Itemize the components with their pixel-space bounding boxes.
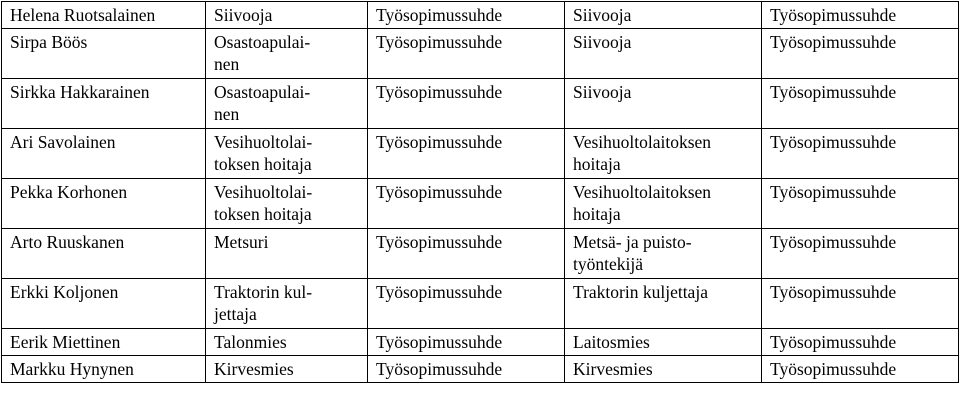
job-title-cell-line: Vesihuoltolai- [214, 182, 313, 202]
new-contract-type-cell: Työsopimussuhde [762, 2, 959, 29]
employee-name-cell: Ari Savolainen [2, 129, 206, 179]
new-job-title-cell [565, 329, 762, 356]
table-row [2, 179, 959, 229]
table-row [2, 329, 959, 356]
employee-name-cell: Helena Ruotsalainen [2, 2, 206, 29]
contract-type-cell: Työsopimussuhde [368, 2, 565, 29]
new-job-title-cell [565, 356, 762, 383]
table-row [2, 29, 959, 79]
new-job-title-cell [565, 229, 762, 279]
job-title-cell-line: toksen hoitaja [214, 154, 312, 174]
new-job-title-cell-line: Traktorin kuljettaja [573, 282, 708, 302]
job-title-cell-line: Osastoapulai- [214, 32, 311, 52]
new-job-title-cell-line: Metsä- ja puisto- [573, 232, 692, 252]
table-row [2, 279, 959, 329]
contract-type-cell: Työsopimussuhde [368, 356, 565, 383]
new-job-title-cell [565, 2, 762, 29]
new-job-title-cell [565, 29, 762, 79]
job-title-cell-line: Talonmies [214, 332, 287, 352]
table-row [2, 229, 959, 279]
table-row [2, 79, 959, 129]
new-job-title-cell-line: Kirvesmies [573, 359, 653, 379]
new-job-title-cell [565, 179, 762, 229]
new-contract-type-cell: Työsopimussuhde [762, 29, 959, 79]
contract-type-cell: Työsopimussuhde [368, 279, 565, 329]
new-job-title-cell [565, 79, 762, 129]
contract-type-cell: Työsopimussuhde [368, 329, 565, 356]
job-title-cell-line: Siivooja [214, 5, 273, 25]
job-title-cell-line: Osastoapulai- [214, 82, 311, 102]
job-title-cell-line: toksen hoitaja [214, 204, 312, 224]
job-title-cell [206, 279, 368, 329]
employee-table [1, 1, 959, 383]
job-title-cell [206, 329, 368, 356]
job-title-cell-line: nen [214, 54, 240, 74]
contract-type-cell: Työsopimussuhde [368, 79, 565, 129]
new-job-title-cell-line: Vesihuoltolaitoksen [573, 132, 712, 152]
job-title-cell-line: nen [214, 104, 240, 124]
employee-name-cell: Arto Ruuskanen [2, 229, 206, 279]
employee-name-cell: Markku Hynynen [2, 356, 206, 383]
table-row [2, 129, 959, 179]
new-job-title-cell-line: työntekijä [573, 254, 643, 274]
new-contract-type-cell: Työsopimussuhde [762, 179, 959, 229]
new-job-title-cell-line: Siivooja [573, 32, 632, 52]
new-contract-type-cell: Työsopimussuhde [762, 229, 959, 279]
job-title-cell-line: Traktorin kul- [214, 282, 313, 302]
job-title-cell-line: jettaja [214, 304, 257, 324]
new-contract-type-cell: Työsopimussuhde [762, 329, 959, 356]
new-job-title-cell-line: Siivooja [573, 5, 632, 25]
employee-name-cell: Sirpa Böös [2, 29, 206, 79]
contract-type-cell: Työsopimussuhde [368, 129, 565, 179]
new-job-title-cell-line: Siivooja [573, 82, 632, 102]
job-title-cell-line: Vesihuoltolai- [214, 132, 313, 152]
new-job-title-cell-line: Laitosmies [573, 332, 650, 352]
contract-type-cell: Työsopimussuhde [368, 229, 565, 279]
job-title-cell [206, 79, 368, 129]
job-title-cell [206, 356, 368, 383]
employee-name-cell: Erkki Koljonen [2, 279, 206, 329]
new-job-title-cell [565, 279, 762, 329]
new-job-title-cell [565, 129, 762, 179]
employee-name-cell: Sirkka Hakkarainen [2, 79, 206, 129]
new-contract-type-cell: Työsopimussuhde [762, 279, 959, 329]
contract-type-cell: Työsopimussuhde [368, 29, 565, 79]
new-job-title-cell-line: Vesihuoltolaitoksen [573, 182, 712, 202]
contract-type-cell: Työsopimussuhde [368, 179, 565, 229]
employee-name-cell: Pekka Korhonen [2, 179, 206, 229]
job-title-cell [206, 229, 368, 279]
job-title-cell-line: Metsuri [214, 232, 269, 252]
new-job-title-cell-line: hoitaja [573, 204, 621, 224]
job-title-cell [206, 129, 368, 179]
job-title-cell-line: Kirvesmies [214, 359, 294, 379]
new-contract-type-cell: Työsopimussuhde [762, 79, 959, 129]
job-title-cell [206, 179, 368, 229]
job-title-cell [206, 29, 368, 79]
new-job-title-cell-line: hoitaja [573, 154, 621, 174]
employee-name-cell: Eerik Miettinen [2, 329, 206, 356]
job-title-cell [206, 2, 368, 29]
new-contract-type-cell: Työsopimussuhde [762, 129, 959, 179]
employee-table-body [2, 2, 959, 383]
table-row [2, 356, 959, 383]
table-row [2, 2, 959, 29]
new-contract-type-cell: Työsopimussuhde [762, 356, 959, 383]
